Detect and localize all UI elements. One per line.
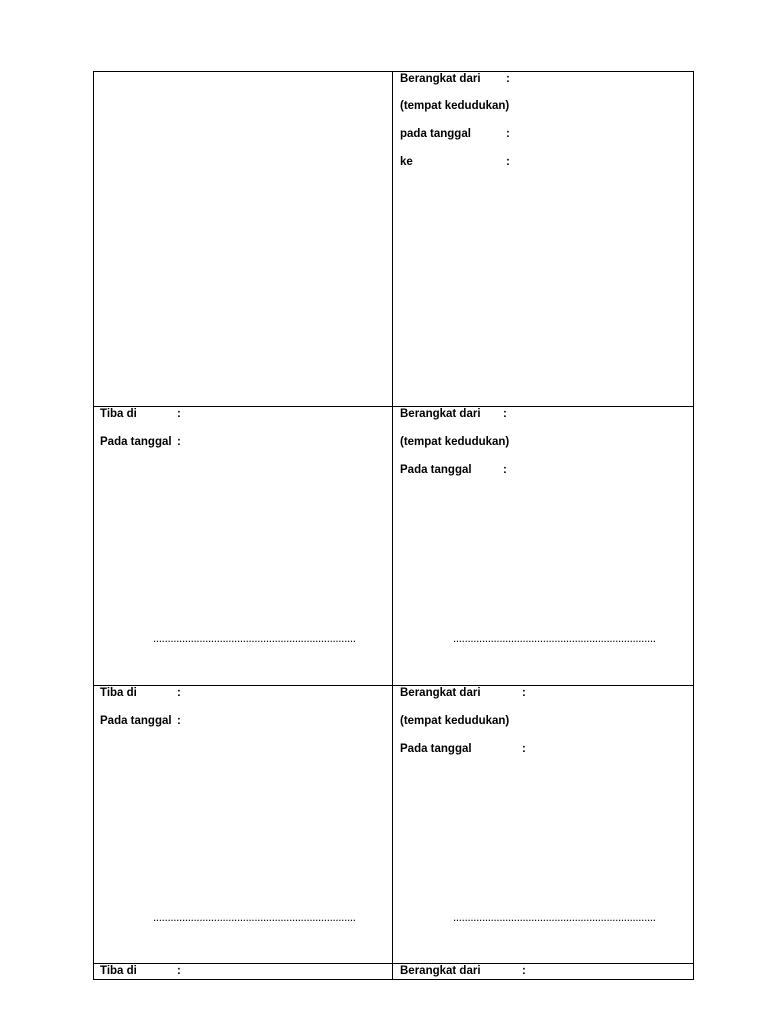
tempat-kedudukan-label: (tempat kedudukan) — [400, 436, 510, 448]
row2-right-cell — [393, 407, 693, 685]
table-border-right — [693, 71, 694, 980]
pada-tanggal-label: Pada tanggal — [400, 464, 472, 476]
signature-line: ...................................................................... — [153, 912, 356, 924]
tiba-di-colon: : — [177, 687, 181, 699]
pada-tanggal-label: Pada tanggal — [100, 715, 172, 727]
berangkat-dari-label: Berangkat dari — [400, 687, 481, 699]
row2-left-cell — [93, 407, 392, 685]
signature-line: ...................................................................... — [153, 633, 356, 645]
berangkat-dari-colon: : — [506, 73, 510, 85]
row3-left-cell — [93, 686, 392, 963]
tiba-di-label: Tiba di — [100, 965, 137, 977]
ke-label: ke — [400, 156, 413, 168]
pada-tanggal-label: pada tanggal — [400, 128, 471, 140]
berangkat-dari-colon: : — [503, 408, 507, 420]
berangkat-dari-label: Berangkat dari — [400, 965, 481, 977]
signature-line: ...................................................................... — [453, 912, 656, 924]
pada-tanggal-colon: : — [503, 464, 507, 476]
pada-tanggal-label: Pada tanggal — [400, 743, 472, 755]
tempat-kedudukan-label: (tempat kedudukan) — [400, 715, 510, 727]
ke-colon: : — [506, 156, 510, 168]
pada-tanggal-colon: : — [522, 743, 526, 755]
table-border-bottom — [93, 979, 694, 980]
pada-tanggal-colon: : — [506, 128, 510, 140]
tiba-di-label: Tiba di — [100, 687, 137, 699]
tiba-di-colon: : — [177, 965, 181, 977]
pada-tanggal-colon: : — [177, 715, 181, 727]
tempat-kedudukan-label: (tempat kedudukan) — [400, 100, 510, 112]
berangkat-dari-label: Berangkat dari — [400, 408, 481, 420]
row4-right-cell — [393, 964, 693, 979]
berangkat-dari-colon: : — [522, 687, 526, 699]
row3-right-cell — [393, 686, 693, 963]
row1-left-cell — [93, 71, 392, 406]
berangkat-dari-colon: : — [522, 965, 526, 977]
signature-line: ...................................................................... — [453, 633, 656, 645]
row1-right-cell — [393, 71, 693, 406]
travel-form-table — [93, 71, 694, 980]
berangkat-dari-label: Berangkat dari — [400, 73, 481, 85]
tiba-di-label: Tiba di — [100, 408, 137, 420]
tiba-di-colon: : — [177, 408, 181, 420]
row4-left-cell — [93, 964, 392, 979]
pada-tanggal-label: Pada tanggal — [100, 436, 172, 448]
pada-tanggal-colon: : — [177, 436, 181, 448]
